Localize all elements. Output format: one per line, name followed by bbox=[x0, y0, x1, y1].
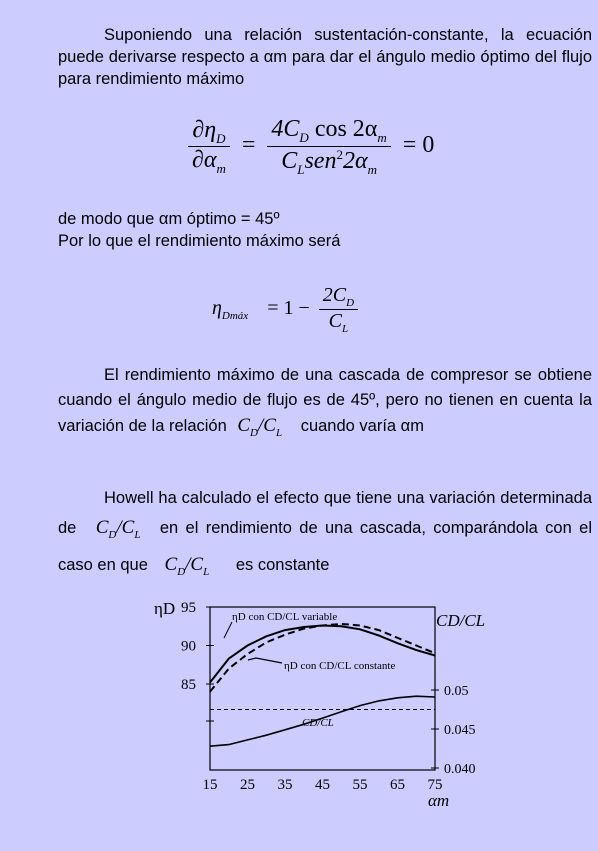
x-tick-label: 65 bbox=[390, 777, 405, 793]
rhs-num: 4C bbox=[271, 116, 300, 142]
ratio-a: C bbox=[95, 517, 109, 538]
x-tick-label: 75 bbox=[427, 777, 443, 793]
x-tick-label: 35 bbox=[277, 777, 293, 793]
y-right-tick-label: 0.040 bbox=[444, 762, 476, 777]
intro-paragraph: Suponiendo una relación sustentación-constante, la ecuación puede derivarse respecto a αm para dar el ángulo medio óptimo del flujo para rendimiento máximo bbox=[58, 26, 592, 88]
rhs-den-2a: 2α bbox=[342, 147, 368, 174]
rhs-den-sen: sen bbox=[304, 147, 337, 174]
howell-text-3: es constante bbox=[235, 555, 330, 574]
one-minus: = 1 − bbox=[267, 297, 310, 320]
optimum-angle-line: de modo que αm óptimo = 45º bbox=[58, 210, 280, 228]
rhs-den-sup: 2 bbox=[336, 146, 343, 162]
ratio-inline-2: $C_D/C_L$ bbox=[95, 517, 141, 541]
rhs-den: C bbox=[281, 147, 298, 174]
rhs-den-2a-sub: m bbox=[367, 161, 377, 177]
ratio-b-sub: L bbox=[203, 565, 210, 578]
eta-symbol: η bbox=[212, 297, 222, 320]
ratio-b-sub: L bbox=[134, 528, 141, 541]
frac-num-sub: D bbox=[346, 297, 355, 309]
equals-sign: = bbox=[241, 132, 256, 159]
ratio-a-sub: D bbox=[250, 426, 258, 439]
ratio-a: C bbox=[237, 415, 251, 436]
eta-sub: Dmáx bbox=[221, 310, 249, 323]
x-tick-label: 55 bbox=[352, 777, 368, 793]
y-right-tick-label: 0.05 bbox=[444, 684, 469, 699]
lhs-num: ∂η bbox=[192, 116, 217, 143]
label-ratio-curve: CD/CL bbox=[302, 717, 334, 729]
lhs-den: ∂α bbox=[192, 147, 217, 174]
ratio-b: C bbox=[190, 553, 204, 575]
y-right-tick-label: 0.045 bbox=[444, 723, 476, 738]
ratio-b: C bbox=[263, 415, 276, 436]
y-left-tick-label: 95 bbox=[181, 600, 196, 616]
rhs-den-sub: L bbox=[297, 161, 305, 177]
frac-den-sub: L bbox=[342, 323, 349, 335]
howell-text-1: Howell ha calculado el efecto que tiene una variación determinada de bbox=[58, 489, 592, 537]
ratio-a-sub: D bbox=[108, 528, 117, 541]
lhs-den-sub: m bbox=[216, 161, 226, 177]
ratio-a: C bbox=[164, 553, 178, 575]
label-variable: ηD con CD/CL variable bbox=[232, 611, 338, 623]
lhs-num-sub: D bbox=[216, 130, 226, 146]
cascade-text-1: El rendimiento máximo de una cascada de compresor se obtiene cuando el ángulo medio de flujo es de 45º, pero no tienen en cuenta la variación de la relación bbox=[58, 366, 592, 435]
max-efficiency-intro: Por lo que el rendimiento máximo será bbox=[58, 232, 341, 250]
x-tick-label: 45 bbox=[315, 777, 330, 793]
x-tick-label: 15 bbox=[202, 777, 218, 793]
y-left-tick-label: 85 bbox=[181, 677, 196, 693]
frac-den: C bbox=[328, 310, 343, 332]
y-left-axis-label: ηD bbox=[154, 599, 176, 618]
ratio-inline-3: $C_D/C_L$ bbox=[164, 553, 210, 578]
rhs-num-sub: D bbox=[299, 129, 309, 145]
howell-text-2: en el rendimiento de una cascada, comparándola con el caso en que bbox=[58, 519, 592, 574]
y-left-tick-label: 90 bbox=[181, 638, 196, 655]
rhs-num-cos-sub: m bbox=[377, 129, 387, 145]
cascade-text-2: cuando varía αm bbox=[300, 417, 424, 435]
plot-area bbox=[210, 607, 435, 770]
rhs-num-cos: cos 2α bbox=[308, 116, 378, 142]
ratio-inline-1: $C_D/C_L$ bbox=[237, 415, 283, 439]
ratio-b: C bbox=[121, 517, 135, 538]
x-tick-label: 25 bbox=[240, 777, 255, 793]
ratio-b-sub: L bbox=[275, 426, 283, 439]
y-right-axis-title: CD/CL bbox=[436, 611, 486, 630]
ratio-a-sub: D bbox=[177, 565, 186, 578]
x-axis-label: αm bbox=[428, 791, 450, 810]
label-constante: ηD con CD/CL constante bbox=[284, 660, 396, 672]
equals-zero: = 0 bbox=[402, 132, 435, 159]
frac-num: 2C bbox=[322, 284, 347, 306]
